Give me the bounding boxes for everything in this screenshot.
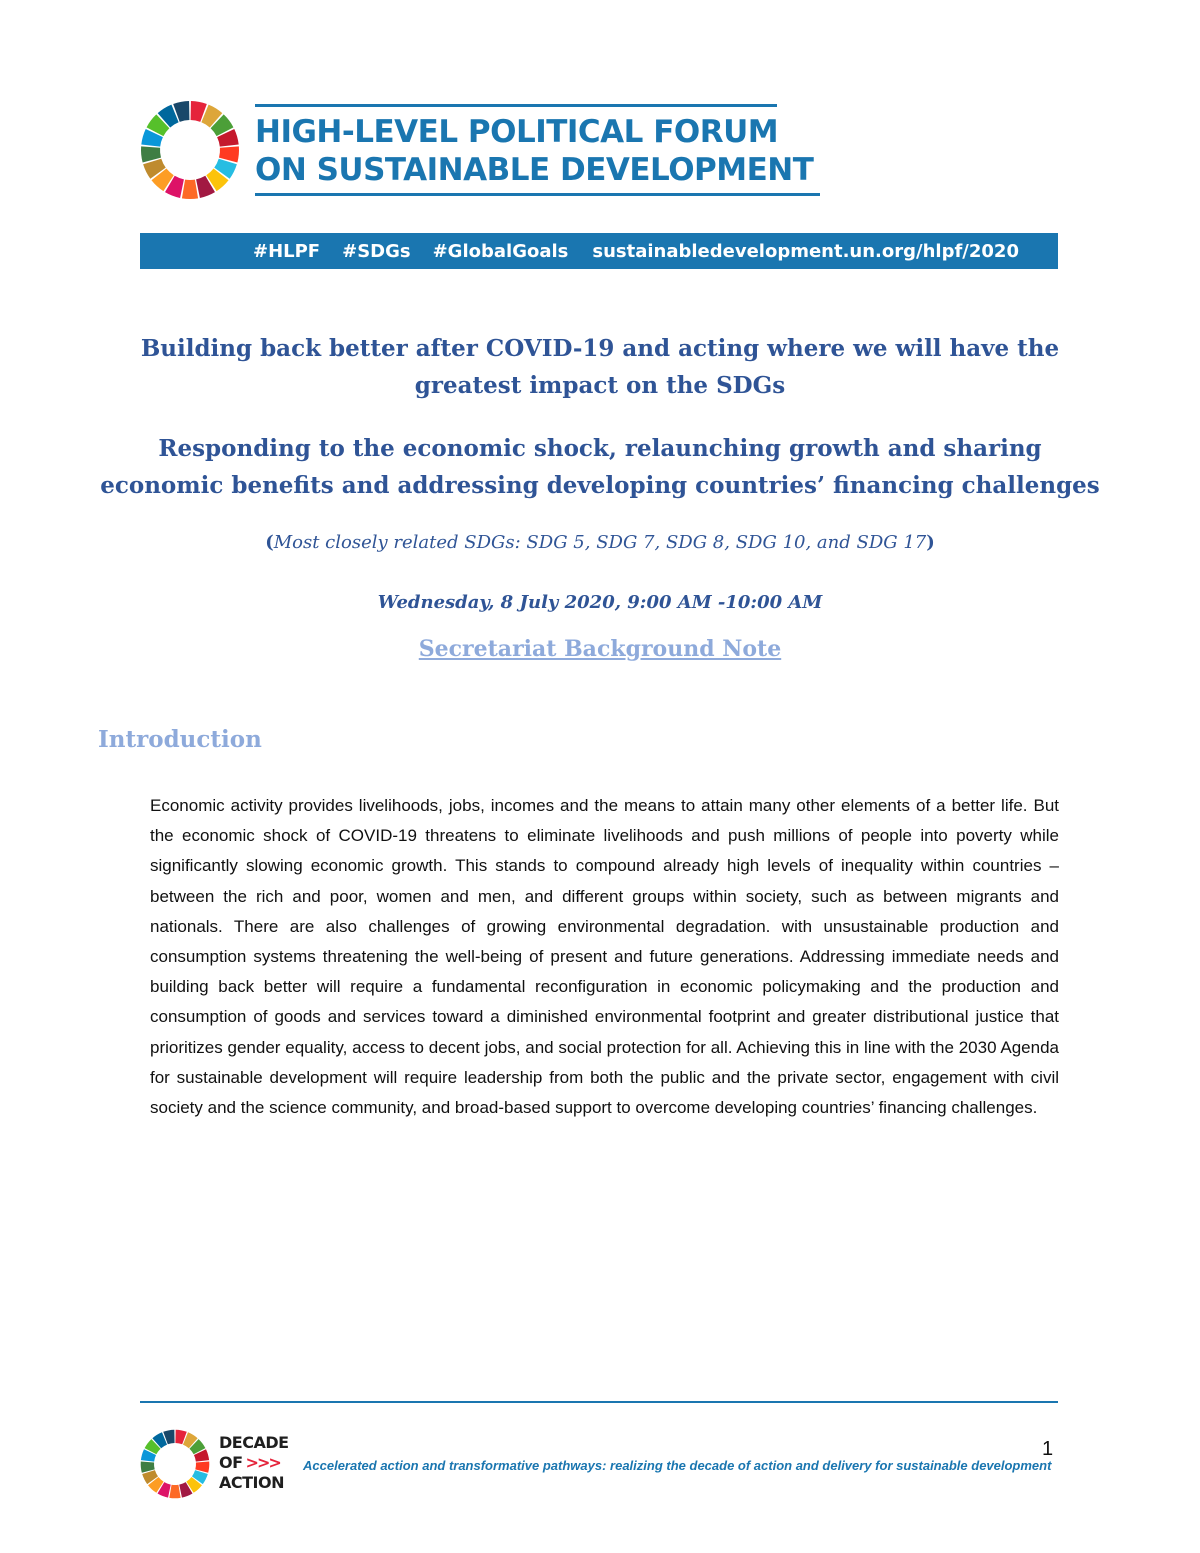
footer-tagline: Accelerated action and transformative pathways: realizing the decade of action and delivery for sustainable development — [303, 1458, 1052, 1473]
forum-title-line-1: HIGH-LEVEL POLITICAL FORUM — [255, 114, 779, 150]
title-bottom-rule — [255, 193, 820, 196]
related-sdgs — [100, 532, 1100, 553]
related-close-paren: ) — [926, 532, 935, 553]
related-sdgs-text: Most closely related SDGs: SDG 5, SDG 7, SDG 8, SDG 10, and SDG 17 — [273, 532, 927, 553]
sdg-wheel-icon — [140, 100, 240, 200]
sdg-wheel-small-icon — [140, 1429, 210, 1499]
related-open-paren: ( — [265, 532, 274, 553]
background-note-link[interactable]: Secretariat Background Note — [418, 636, 782, 662]
event-date-time: Wednesday, 8 July 2020, 9:00 AM -10:00 AM — [377, 592, 823, 613]
decade-line-2: OF — [219, 1453, 243, 1472]
sub-heading: Responding to the economic shock, relaunching growth and sharing economic benefits and addressing developing countries’ financing challenges — [100, 435, 1100, 499]
decade-arrows-icon: >>> — [245, 1453, 280, 1472]
forum-title-line-2: ON SUSTAINABLE DEVELOPMENT — [255, 152, 814, 188]
sdg-wheel-segment — [182, 180, 198, 199]
hashtag-banner — [140, 233, 1058, 269]
decade-line-1: DECADE — [219, 1433, 289, 1452]
sdg-wheel-segment — [169, 1485, 180, 1499]
website-url[interactable]: sustainabledevelopment.un.org/hlpf/2020 — [592, 240, 1019, 262]
footer-rule — [140, 1401, 1058, 1403]
section-heading-introduction: Introduction — [98, 726, 262, 753]
hashtag-hlpf: #HLPF — [253, 240, 321, 262]
main-heading: Building back better after COVID-19 and acting where we will have the greatest impact on the SDGs — [140, 335, 1060, 399]
hashtag-globalgoals: #GlobalGoals — [432, 240, 569, 262]
hashtag-sdgs: #SDGs — [342, 240, 411, 262]
title-top-rule — [255, 104, 777, 107]
page-number: 1 — [1042, 1438, 1054, 1460]
decade-of-action-logo — [219, 1433, 289, 1493]
forum-title — [255, 104, 820, 196]
decade-line-3: ACTION — [219, 1473, 284, 1492]
intro-paragraph: Economic activity provides livelihoods, jobs, incomes and the means to attain many other elements of a better life. But the economic shock of COVID-19 threatens to eliminate livelihoods and push millions of people into poverty while significantly slowing economic growth. This stands to compound already high levels of inequality within countries – between the rich and poor, women and men, and different groups within society, such as between migrants and nationals. There are also challenges of growing environmental degradation. with unsustainable production and consumption systems threatening the well-being of present and future generations. Addressing immediate needs and building back better will require a fundamental reconfiguration in economic policymaking and the production and consumption of goods and services toward a diminished environmental footprint and greater distributional justice that prioritizes gender equality, access to decent jobs, and social protection for all. Achieving this in line with the 2030 Agenda for sustainable development will require leadership from both the public and the private sector, engagement with civil society and the science community, and broad-based support to overcome developing countries’ financing challenges. — [150, 796, 1059, 1118]
